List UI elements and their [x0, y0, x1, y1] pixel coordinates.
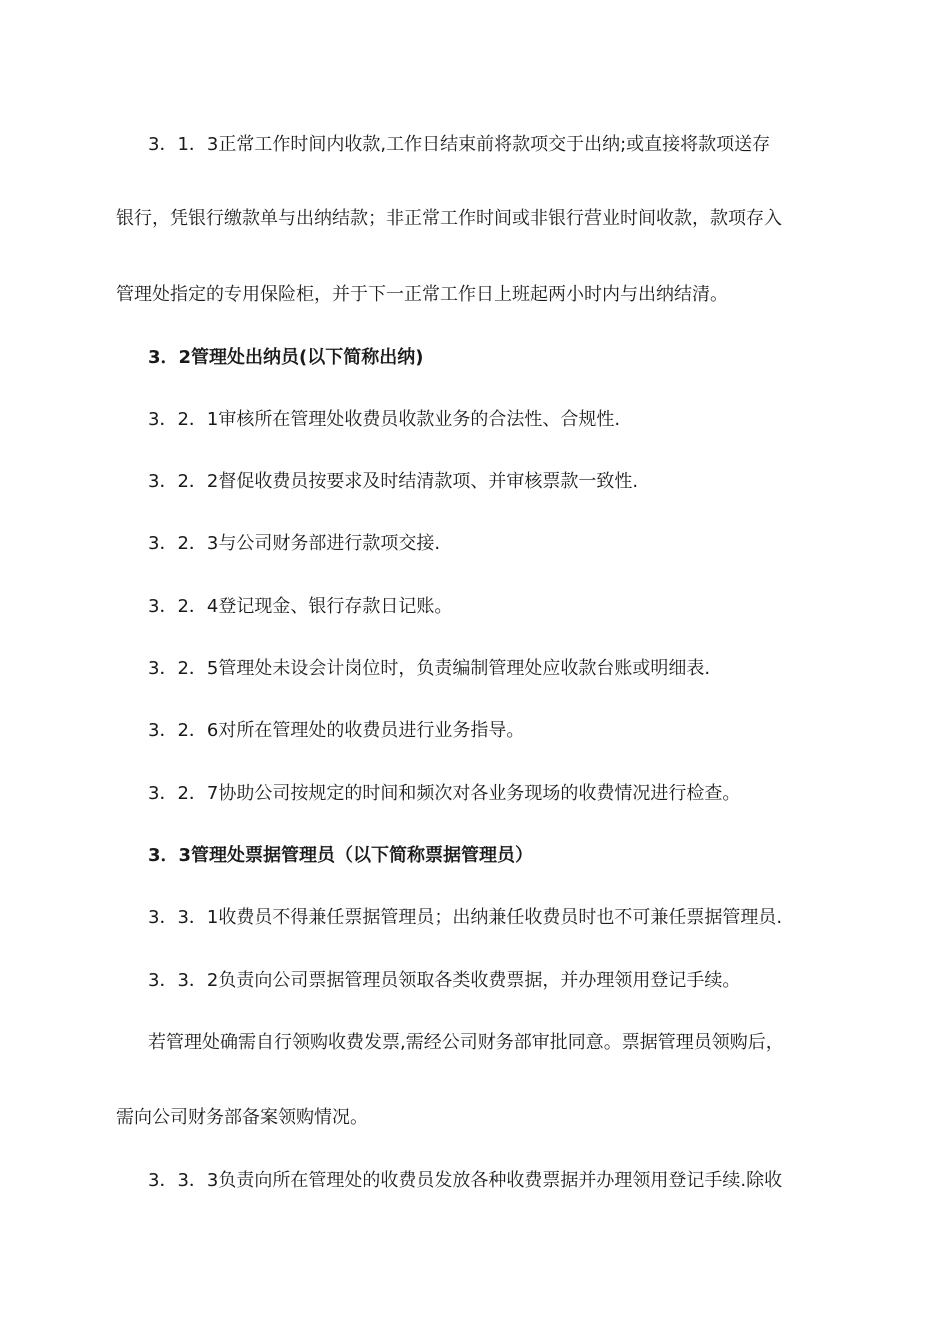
paragraph-purchase-note-line-1: 若管理处确需自行领购收费发票,需经公司财务部审批同意。票据管理员领购后， [148, 1032, 784, 1053]
section-heading-3-2: 3．2管理处出纳员(以下简称出纳) [148, 347, 424, 368]
paragraph-3-2-1: 3．2．1审核所在管理处收费员收款业务的合法性、合规性. [148, 409, 621, 430]
paragraph-3-2-6: 3．2．6对所在管理处的收费员进行业务指导。 [148, 720, 525, 741]
section-heading-3-3: 3．3管理处票据管理员（以下简称票据管理员） [148, 845, 534, 866]
paragraph-3-3-2: 3．3．2负责向公司票据管理员领取各类收费票据，并办理领用登记手续。 [148, 970, 741, 991]
paragraph-purchase-note-line-2: 需向公司财务部备案领购情况。 [116, 1107, 368, 1128]
paragraph-3-3-1: 3．3．1收费员不得兼任票据管理员；出纳兼任收费员时也不可兼任票据管理员. [148, 907, 783, 928]
paragraph-3-2-3: 3．2．3与公司财务部进行款项交接. [148, 533, 441, 554]
paragraph-3-1-3-line-1: 3．1．3正常工作时间内收款,工作日结束前将款项交于出纳;或直接将款项送存 [148, 134, 771, 155]
paragraph-3-2-4: 3．2．4登记现金、银行存款日记账。 [148, 596, 453, 617]
paragraph-3-2-2: 3．2．2督促收费员按要求及时结清款项、并审核票款一致性. [148, 471, 639, 492]
paragraph-3-3-3-line-1: 3．3．3负责向所在管理处的收费员发放各种收费票据并办理领用登记手续.除收 [148, 1170, 783, 1191]
paragraph-3-1-3-line-2: 银行，凭银行缴款单与出纳结款；非正常工作时间或非银行营业时间收款，款项存入 [116, 208, 782, 229]
paragraph-3-1-3-line-3: 管理处指定的专用保险柜，并于下一正常工作日上班起两小时内与出纳结清。 [116, 284, 728, 305]
paragraph-3-2-5: 3．2．5管理处未设会计岗位时，负责编制管理处应收款台账或明细表. [148, 658, 711, 679]
paragraph-3-2-7: 3．2．7协助公司按规定的时间和频次对各业务现场的收费情况进行检查。 [148, 783, 741, 804]
